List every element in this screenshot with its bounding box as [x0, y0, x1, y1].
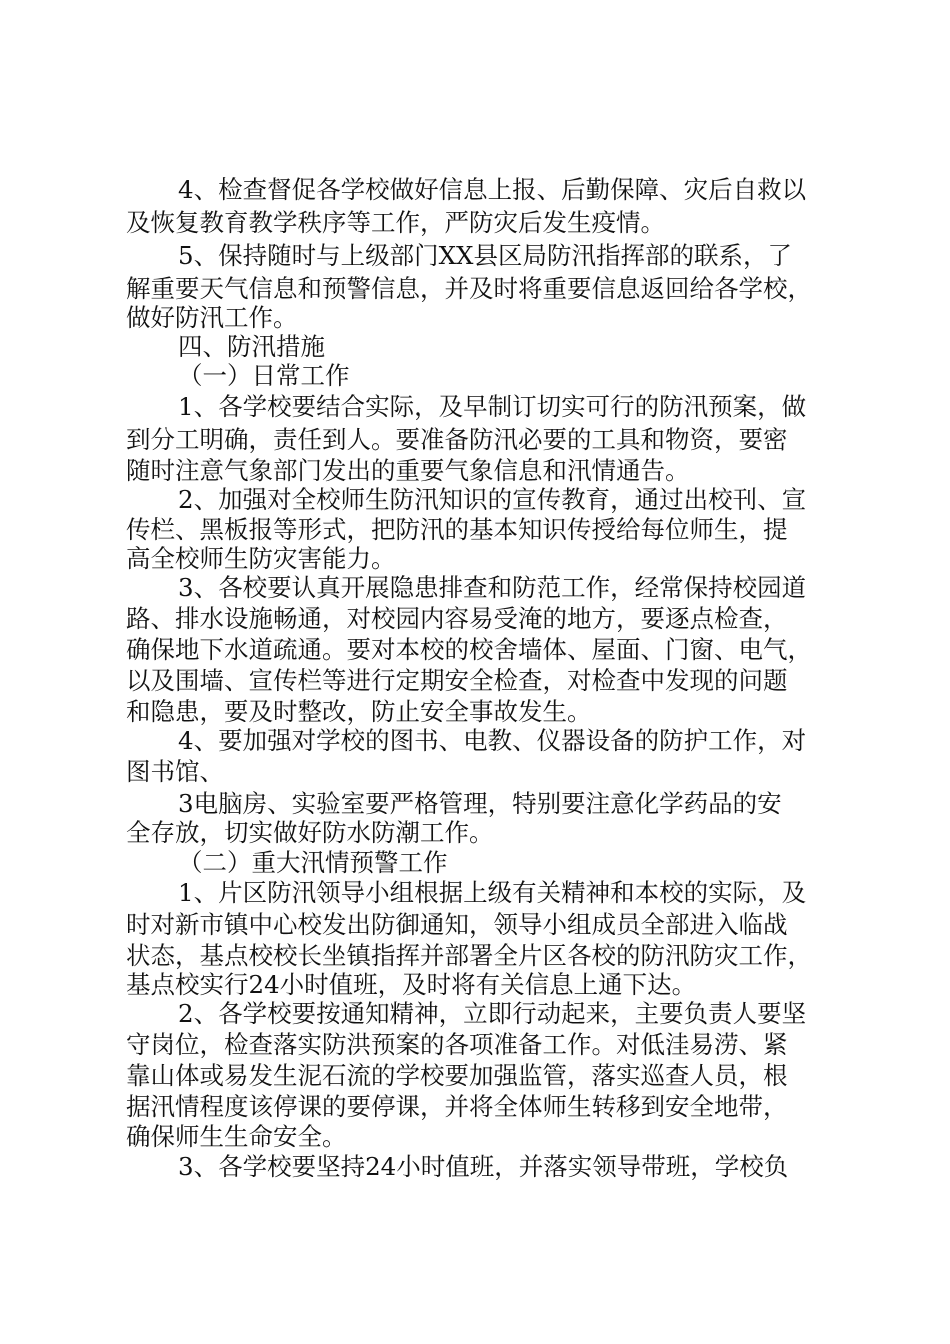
subsection-heading-2: （二）重大汛情预警工作: [178, 848, 448, 877]
text-line-22: 全存放，切实做好防水防潮工作。: [126, 818, 494, 847]
text-line-27: 基点校实行24小时值班，及时将有关信息上通下达。: [126, 970, 697, 999]
text-line-21: 3电脑房、实验室要严格管理，特别要注意化学药品的安: [178, 789, 782, 818]
text-line-19: 4、要加强对学校的图书、电教、仪器设备的防护工作，对: [178, 726, 807, 755]
text-line-32: 确保师生生命安全。: [126, 1122, 347, 1151]
text-line-10: 随时注意气象部门发出的重要气象信息和汛情通告。: [126, 456, 690, 485]
text-line-2: 及恢复教育教学秩序等工作，严防灾后发生疫情。: [126, 208, 665, 237]
text-line-33: 3、各学校要坚持24小时值班，并落实领导带班，学校负: [178, 1152, 789, 1181]
text-line-5: 做好防汛工作。: [126, 303, 298, 332]
section-heading-4: 四、防汛措施: [178, 332, 325, 361]
text-line-17: 以及围墙、宣传栏等进行定期安全检查，对检查中发现的问题: [126, 666, 788, 695]
text-line-30: 靠山体或易发生泥石流的学校要加强监管，落实巡查人员，根: [126, 1061, 788, 1090]
text-line-1: 4、检查督促各学校做好信息上报、后勤保障、灾后自救以: [178, 175, 807, 204]
text-line-31: 据汛情程度该停课的要停课，并将全体师生转移到安全地带，: [126, 1092, 788, 1121]
text-line-8: 1、各学校要结合实际，及早制订切实可行的防汛预案，做: [178, 392, 807, 421]
text-line-4: 解重要天气信息和预警信息，并及时将重要信息返回给各学校，: [126, 274, 812, 303]
text-line-24: 1、片区防汛领导小组根据上级有关精神和本校的实际，及: [178, 878, 807, 907]
subsection-heading-1: （一）日常工作: [178, 361, 350, 390]
text-line-12: 传栏、黑板报等形式，把防汛的基本知识传授给每位师生，提: [126, 515, 788, 544]
text-line-13: 高全校师生防灾害能力。: [126, 544, 396, 573]
text-line-9: 到分工明确，责任到人。要准备防汛必要的工具和物资，要密: [126, 425, 788, 454]
text-line-25: 时对新市镇中心校发出防御通知，领导小组成员全部进入临战: [126, 910, 788, 939]
text-line-15: 路、排水设施畅通，对校园内容易受淹的地方，要逐点检查，: [126, 604, 788, 633]
text-line-29: 守岗位，检查落实防洪预案的各项准备工作。对低洼易涝、紧: [126, 1030, 788, 1059]
text-line-26: 状态，基点校校长坐镇指挥并部署全片区各校的防汛防灾工作，: [126, 941, 812, 970]
text-line-3: 5、保持随时与上级部门XX县区局防汛指挥部的联系，了: [178, 241, 792, 270]
text-line-28: 2、各学校要按通知精神，立即行动起来，主要负责人要坚: [178, 999, 807, 1028]
text-line-20: 图书馆、: [126, 757, 224, 786]
text-line-11: 2、加强对全校师生防汛知识的宣传教育，通过出校刊、宣: [178, 485, 807, 514]
text-line-14: 3、各校要认真开展隐患排查和防范工作，经常保持校园道: [178, 573, 807, 602]
text-line-16: 确保地下水道疏通。要对本校的校舍墙体、屋面、门窗、电气，: [126, 635, 812, 664]
text-line-18: 和隐患，要及时整改，防止安全事故发生。: [126, 697, 592, 726]
